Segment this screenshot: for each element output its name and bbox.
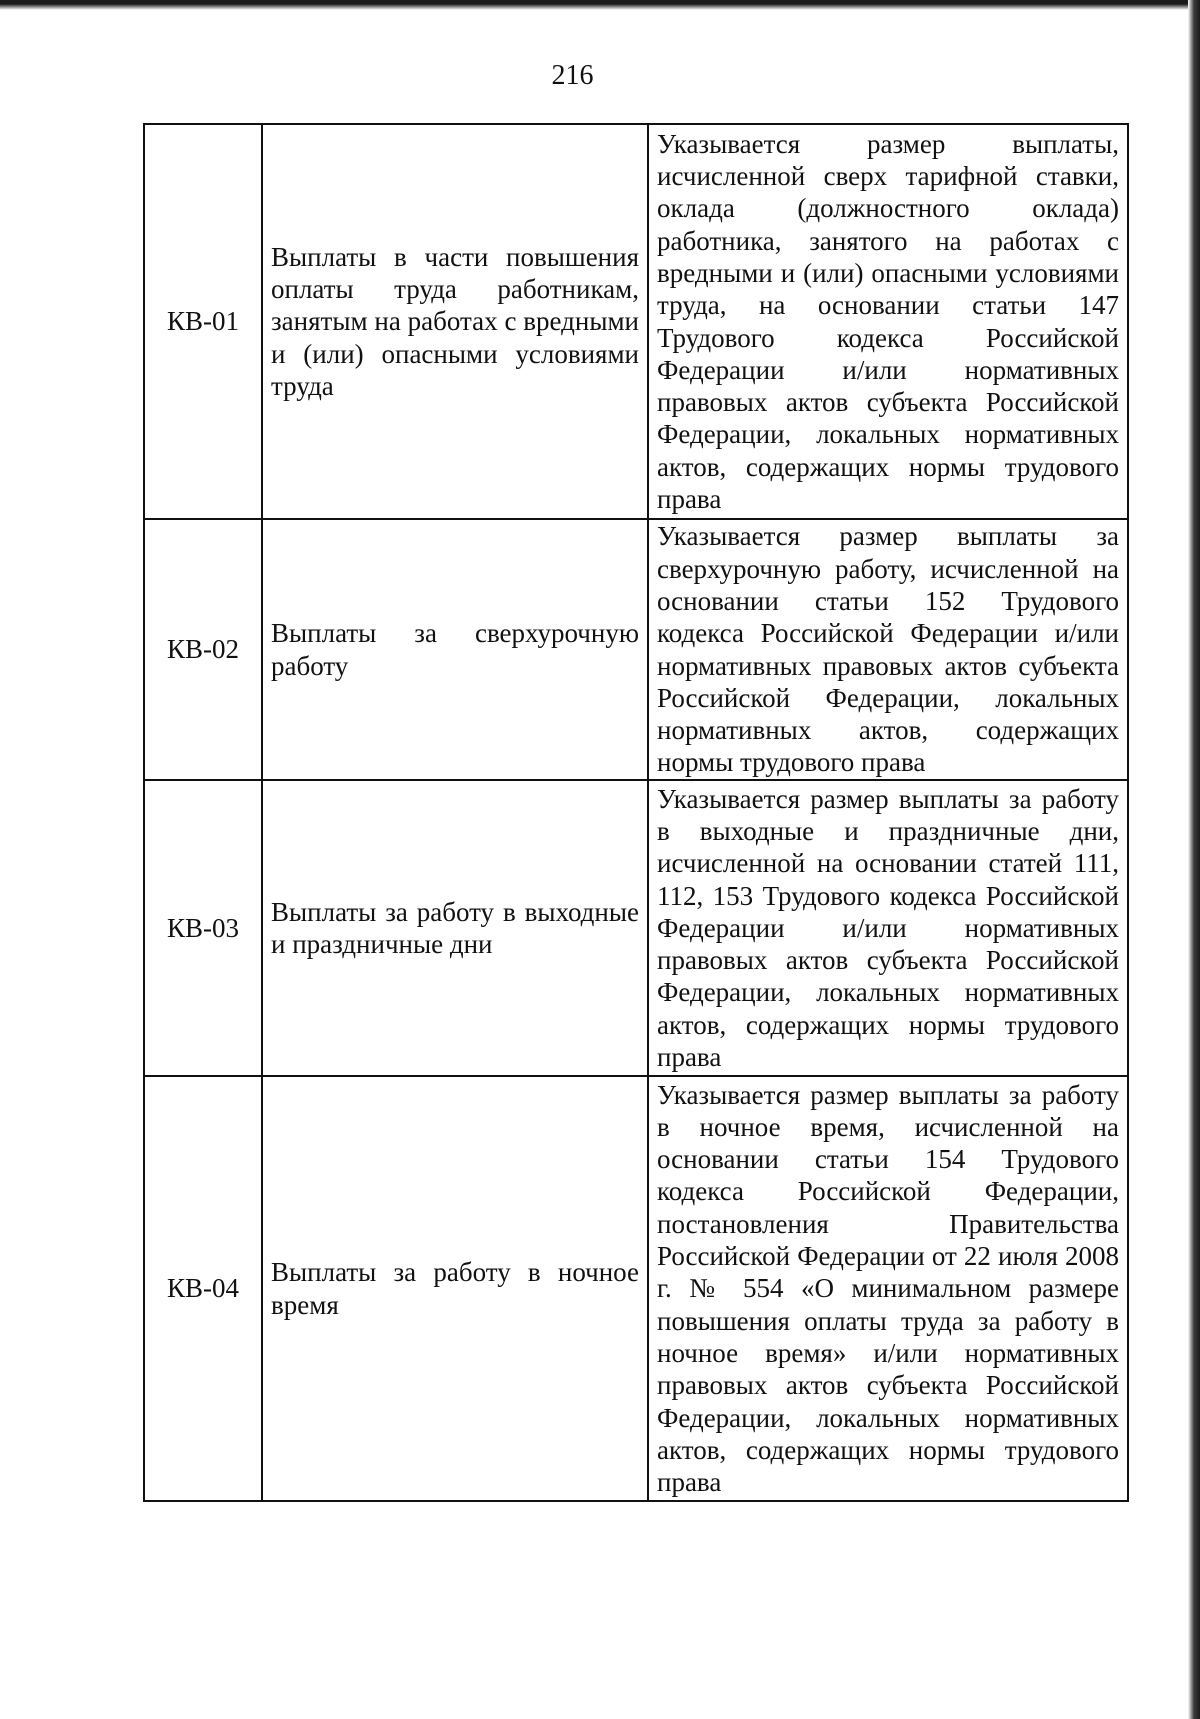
- payment-code: КВ-03: [144, 780, 262, 1076]
- payment-name: Выплаты в части повышения оплаты труда работникам, занятым на работах с вредными и (или) опасными условиями труда: [262, 124, 648, 519]
- payment-description: Указывается размер выплаты за сверхурочную работу, исчисленной на основании статьи 152 Трудового кодекса Российской Федерации и/или нормативных правовых актов субъекта Российской Федерации, локальных нормативных актов, содержащих нормы трудового права: [648, 519, 1128, 780]
- payment-code: КВ-02: [144, 519, 262, 780]
- payment-name: Выплаты за работу в выходные и праздничные дни: [262, 780, 648, 1076]
- scan-edge-top: [0, 0, 1200, 10]
- table-row: [144, 519, 1128, 780]
- payments-table: [143, 123, 1129, 1502]
- payment-code: КВ-04: [144, 1076, 262, 1501]
- table-row: [144, 124, 1128, 519]
- payment-code: КВ-01: [144, 124, 262, 519]
- payment-description: Указывается размер выплаты, исчисленной сверх тарифной ставки, оклада (должностного оклада) работника, занятого на работах с вредными и (или) опасными условиями труда, на основании статьи 147 Трудового кодекса Российской Федерации и/или нормативных правовых актов субъекта Российской Федерации, локальных нормативных актов, содержащих нормы трудового права: [648, 124, 1128, 519]
- table-row: [144, 780, 1128, 1076]
- payment-name: Выплаты за работу в ночное время: [262, 1076, 648, 1501]
- page-number: 216: [551, 60, 594, 91]
- table-row: [144, 1076, 1128, 1501]
- payment-description: Указывается размер выплаты за работу в ночное время, исчисленной на основании статьи 154 Трудового кодекса Российской Федерации, постановления Правительства Российской Федерации от 22 июля 2008 г. № 554 «О минимальном размере повышения оплаты труда за работу в ночное время» и/или нормативных правовых актов субъекта Российской Федерации, локальных нормативных актов, содержащих нормы трудового права: [648, 1076, 1128, 1501]
- scan-edge-right: [1188, 0, 1200, 1719]
- payment-name: Выплаты за сверхурочную работу: [262, 519, 648, 780]
- payment-description: Указывается размер выплаты за работу в выходные и праздничные дни, исчисленной на основании статей 111, 112, 153 Трудового кодекса Российской Федерации и/или нормативных правовых актов субъекта Российской Федерации, локальных нормативных актов, содержащих нормы трудового права: [648, 780, 1128, 1076]
